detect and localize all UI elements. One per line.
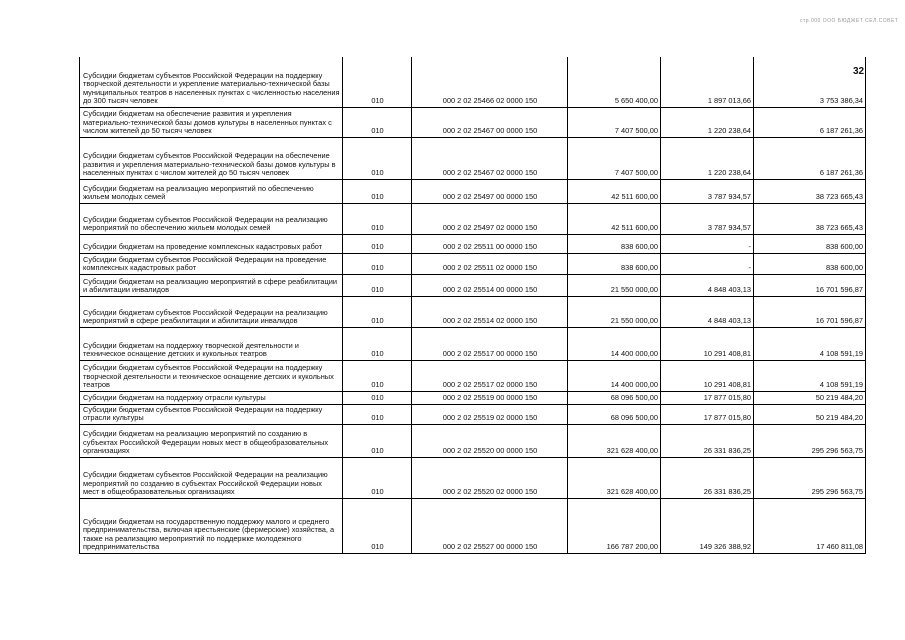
row-kbk: 000 2 02 25511 02 0000 150 — [412, 253, 568, 274]
row-remaining: 838 600,00 — [754, 234, 866, 253]
row-plan: 838 600,00 — [568, 234, 661, 253]
row-kbk: 000 2 02 25467 02 0000 150 — [412, 137, 568, 179]
row-executed: 3 787 934,57 — [661, 203, 754, 234]
row-remaining: 16 701 596,87 — [754, 274, 866, 296]
row-plan: 68 096 500,00 — [568, 391, 661, 404]
row-executed: 17 877 015,80 — [661, 404, 754, 424]
row-remaining: 6 187 261,36 — [754, 107, 866, 137]
corner-note: стр.000 ООО БЮДЖЕТ СЕЛ.СОВЕТ — [800, 18, 899, 24]
table-row — [80, 57, 866, 107]
row-executed: 26 331 836,25 — [661, 424, 754, 457]
row-name: Субсидии бюджетам на обеспечение развития и укрепления материально-технической базы домов культуры в населенных пунктах с числом жителей до 50 тысяч человек — [80, 107, 343, 137]
table-row — [80, 360, 866, 391]
table-row — [80, 203, 866, 234]
row-executed: 4 848 403,13 — [661, 274, 754, 296]
row-executed: 149 326 388,92 — [661, 498, 754, 553]
row-executed: 3 787 934,57 — [661, 179, 754, 203]
row-code: 010 — [343, 137, 412, 179]
row-executed: 1 897 013,66 — [661, 57, 754, 107]
row-plan: 14 400 000,00 — [568, 360, 661, 391]
table-row — [80, 296, 866, 327]
row-code: 010 — [343, 498, 412, 553]
table-row — [80, 107, 866, 137]
table-row — [80, 253, 866, 274]
row-name: Субсидии бюджетам на поддержку творческой деятельности и техническое оснащение детских и кукольных театров — [80, 327, 343, 360]
row-executed: 1 220 238,64 — [661, 107, 754, 137]
row-kbk: 000 2 02 25519 02 0000 150 — [412, 404, 568, 424]
table-body — [80, 57, 866, 553]
row-kbk: 000 2 02 25520 00 0000 150 — [412, 424, 568, 457]
row-kbk: 000 2 02 25511 00 0000 150 — [412, 234, 568, 253]
row-name: Субсидии бюджетам на поддержку отрасли культуры — [80, 391, 343, 404]
row-plan: 21 550 000,00 — [568, 274, 661, 296]
row-executed: 10 291 408,81 — [661, 327, 754, 360]
row-code: 010 — [343, 203, 412, 234]
row-code: 010 — [343, 253, 412, 274]
row-executed: 17 877 015,80 — [661, 391, 754, 404]
row-name: Субсидии бюджетам на реализацию мероприятий по обеспечению жильем молодых семей — [80, 179, 343, 203]
row-code: 010 — [343, 360, 412, 391]
row-kbk: 000 2 02 25519 00 0000 150 — [412, 391, 568, 404]
row-remaining: 38 723 665,43 — [754, 179, 866, 203]
row-code: 010 — [343, 424, 412, 457]
row-code: 010 — [343, 107, 412, 137]
row-code: 010 — [343, 327, 412, 360]
budget-table — [79, 57, 866, 554]
row-code: 010 — [343, 391, 412, 404]
row-kbk: 000 2 02 25497 00 0000 150 — [412, 179, 568, 203]
row-kbk: 000 2 02 25467 00 0000 150 — [412, 107, 568, 137]
row-kbk: 000 2 02 25527 00 0000 150 — [412, 498, 568, 553]
row-name: Субсидии бюджетам субъектов Российской Федерации на поддержку творческой деятельности и техническое оснащение детских и кукольных театров — [80, 360, 343, 391]
row-name: Субсидии бюджетам на проведение комплексных кадастровых работ — [80, 234, 343, 253]
row-name: Субсидии бюджетам субъектов Российской Федерации на проведение комплексных кадастровых работ — [80, 253, 343, 274]
row-name: Субсидии бюджетам на реализацию мероприятий в сфере реабилитации и абилитации инвалидов — [80, 274, 343, 296]
row-name: Субсидии бюджетам на реализацию мероприятий по созданию в субъектах Российской Федерации новых мест в общеобразовательных организациях — [80, 424, 343, 457]
table-row — [80, 274, 866, 296]
row-executed: - — [661, 234, 754, 253]
table-row — [80, 498, 866, 553]
row-remaining: 295 296 563,75 — [754, 457, 866, 498]
row-code: 010 — [343, 57, 412, 107]
row-plan: 14 400 000,00 — [568, 327, 661, 360]
row-code: 010 — [343, 234, 412, 253]
row-kbk: 000 2 02 25466 02 0000 150 — [412, 57, 568, 107]
row-name: Субсидии бюджетам на государственную поддержку малого и среднего предпринимательства, включая крестьянские (фермерские) хозяйства, а также на реализацию мероприятий по поддержке молодежного предпринимательства — [80, 498, 343, 553]
table-row — [80, 137, 866, 179]
row-plan: 42 511 600,00 — [568, 179, 661, 203]
row-kbk: 000 2 02 25514 02 0000 150 — [412, 296, 568, 327]
row-code: 010 — [343, 457, 412, 498]
row-remaining: 50 219 484,20 — [754, 404, 866, 424]
page-number: 32 — [853, 66, 865, 77]
row-executed: 10 291 408,81 — [661, 360, 754, 391]
row-executed: 1 220 238,64 — [661, 137, 754, 179]
row-remaining: 838 600,00 — [754, 253, 866, 274]
row-plan: 21 550 000,00 — [568, 296, 661, 327]
row-plan: 5 650 400,00 — [568, 57, 661, 107]
row-plan: 166 787 200,00 — [568, 498, 661, 553]
row-plan: 42 511 600,00 — [568, 203, 661, 234]
row-remaining: 38 723 665,43 — [754, 203, 866, 234]
row-remaining: 17 460 811,08 — [754, 498, 866, 553]
row-executed: 26 331 836,25 — [661, 457, 754, 498]
row-remaining: 4 108 591,19 — [754, 360, 866, 391]
row-name: Субсидии бюджетам субъектов Российской Федерации на поддержку творческой деятельности и укрепление материально-технической базы муниципальных театров в населенных пунктах с численностью населения до 300 тысяч человек — [80, 57, 343, 107]
row-plan: 7 407 500,00 — [568, 107, 661, 137]
table-row — [80, 457, 866, 498]
table-row — [80, 391, 866, 404]
row-remaining: 6 187 261,36 — [754, 137, 866, 179]
row-kbk: 000 2 02 25517 02 0000 150 — [412, 360, 568, 391]
table-row — [80, 234, 866, 253]
row-remaining: 4 108 591,19 — [754, 327, 866, 360]
row-remaining: 295 296 563,75 — [754, 424, 866, 457]
row-plan: 7 407 500,00 — [568, 137, 661, 179]
row-remaining: 3 753 386,34 — [754, 57, 866, 107]
row-kbk: 000 2 02 25497 02 0000 150 — [412, 203, 568, 234]
row-plan: 321 628 400,00 — [568, 457, 661, 498]
row-kbk: 000 2 02 25514 00 0000 150 — [412, 274, 568, 296]
row-remaining: 50 219 484,20 — [754, 391, 866, 404]
table-row — [80, 424, 866, 457]
row-code: 010 — [343, 179, 412, 203]
row-kbk: 000 2 02 25517 00 0000 150 — [412, 327, 568, 360]
table-row — [80, 179, 866, 203]
row-name: Субсидии бюджетам субъектов Российской Федерации на реализацию мероприятий в сфере реабилитации и абилитации инвалидов — [80, 296, 343, 327]
row-plan: 321 628 400,00 — [568, 424, 661, 457]
row-plan: 838 600,00 — [568, 253, 661, 274]
row-code: 010 — [343, 296, 412, 327]
row-plan: 68 096 500,00 — [568, 404, 661, 424]
row-name: Субсидии бюджетам субъектов Российской Федерации на обеспечение развития и укрепления материально-технической базы домов культуры в населенных пунктах с числом жителей до 50 тысяч человек — [80, 137, 343, 179]
row-name: Субсидии бюджетам субъектов Российской Федерации на реализацию мероприятий по созданию в субъектах Российской Федерации новых мест в общеобразовательных организациях — [80, 457, 343, 498]
row-name: Субсидии бюджетам субъектов Российской Федерации на реализацию мероприятий по обеспечению жильем молодых семей — [80, 203, 343, 234]
row-executed: - — [661, 253, 754, 274]
row-kbk: 000 2 02 25520 02 0000 150 — [412, 457, 568, 498]
table-row — [80, 327, 866, 360]
row-code: 010 — [343, 274, 412, 296]
row-remaining: 16 701 596,87 — [754, 296, 866, 327]
table-row — [80, 404, 866, 424]
row-executed: 4 848 403,13 — [661, 296, 754, 327]
row-name: Субсидии бюджетам субъектов Российской Федерации на поддержку отрасли культуры — [80, 404, 343, 424]
row-code: 010 — [343, 404, 412, 424]
